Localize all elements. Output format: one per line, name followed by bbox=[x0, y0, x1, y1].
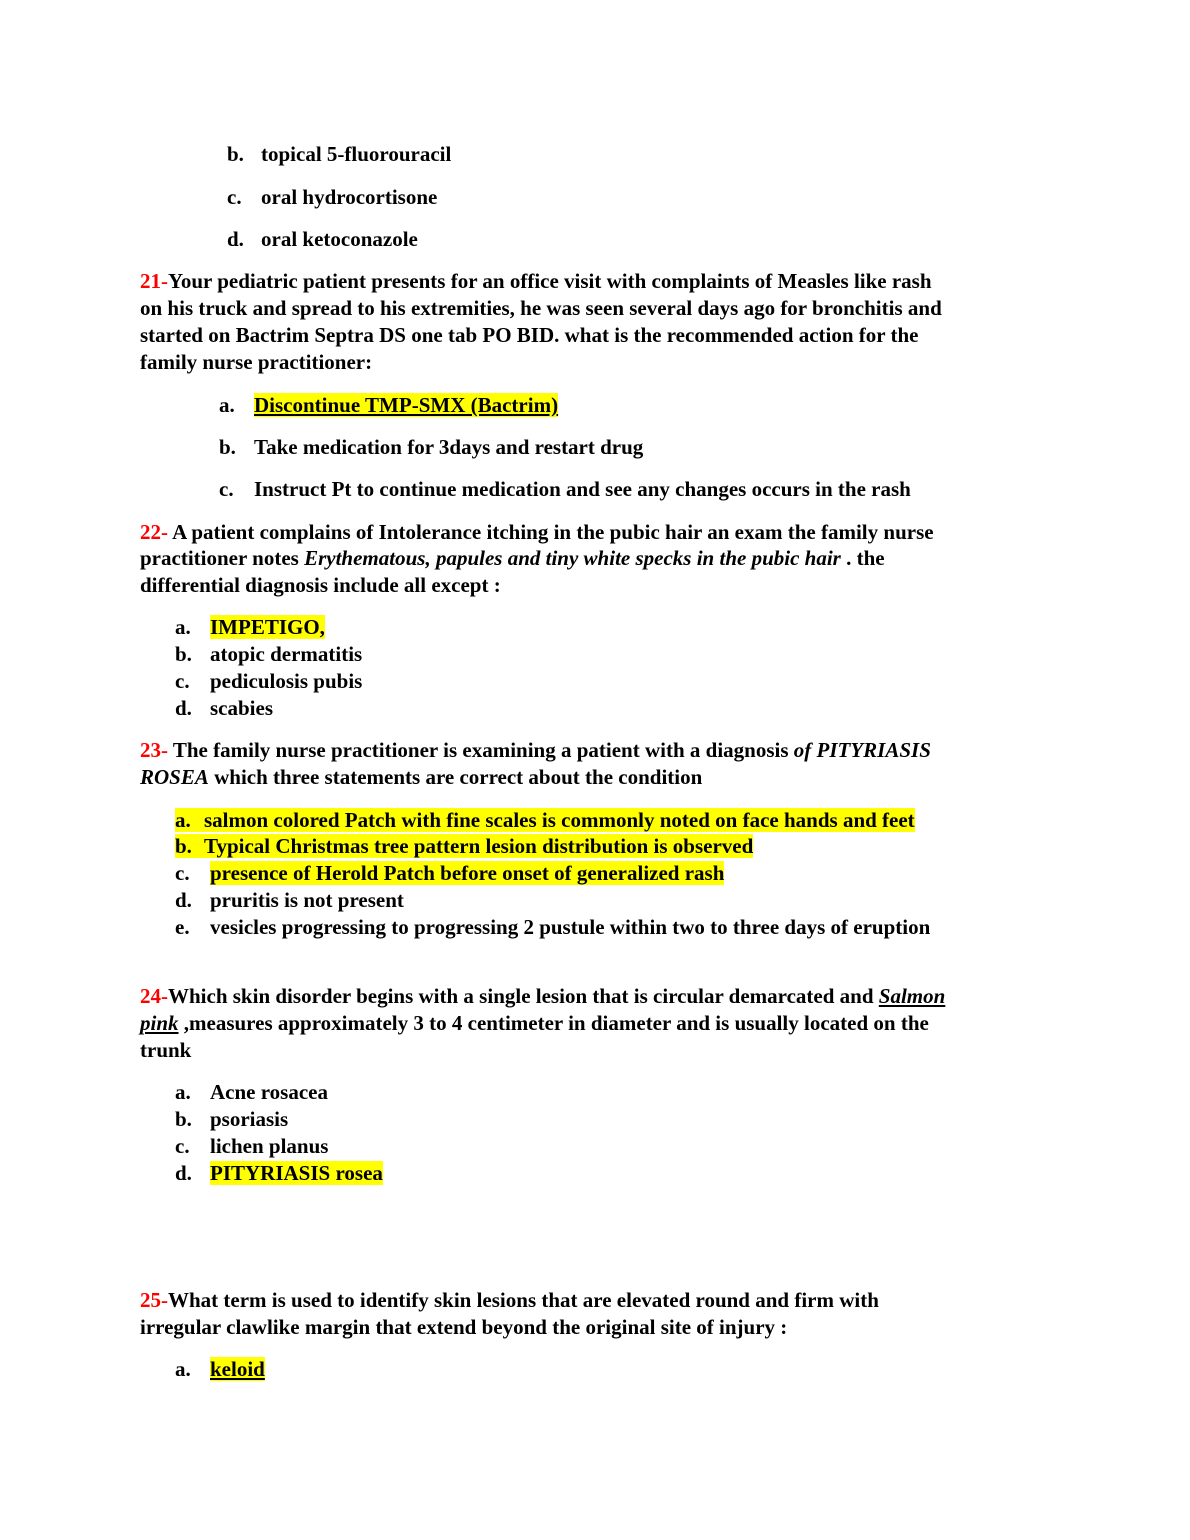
q25-stem-line-1 bbox=[140, 1287, 879, 1313]
option-label: a. bbox=[175, 1357, 191, 1381]
answer-highlight bbox=[175, 808, 915, 832]
option-text-answer: PITYRIASIS rosea bbox=[210, 1161, 383, 1185]
q21-stem-line-4 bbox=[140, 349, 372, 375]
option-text: pruritis is not present bbox=[210, 888, 404, 912]
q23-stem-line-1 bbox=[140, 737, 931, 763]
stem-text: practitioner notes bbox=[140, 546, 305, 570]
q24-stem-line-3 bbox=[140, 1037, 191, 1063]
q21-option-a bbox=[219, 392, 558, 418]
option-text-answer: salmon colored Patch with fine scales is commonly noted on face hands and feet bbox=[204, 808, 915, 832]
question-number: 25- bbox=[140, 1288, 168, 1312]
stem-emphasis-text: Salmon bbox=[878, 984, 946, 1008]
option-label: b. bbox=[175, 642, 192, 666]
option-label: c. bbox=[175, 669, 190, 693]
q22-stem-line-3 bbox=[140, 572, 501, 598]
option-text: oral hydrocortisone bbox=[261, 185, 438, 209]
q22-option-b bbox=[175, 641, 362, 667]
option-label: d. bbox=[175, 1161, 192, 1185]
option-text-answer: Discontinue TMP-SMX (Bactrim) bbox=[254, 393, 559, 417]
option-label: a. bbox=[219, 393, 235, 417]
q25-option-a bbox=[175, 1356, 265, 1382]
q20-option-b bbox=[227, 141, 451, 167]
q24-option-c bbox=[175, 1133, 328, 1159]
option-text-answer: IMPETIGO, bbox=[210, 615, 325, 639]
option-label: d. bbox=[175, 696, 192, 720]
option-label: d. bbox=[227, 227, 244, 251]
option-text: atopic dermatitis bbox=[210, 642, 363, 666]
q22-option-d bbox=[175, 695, 273, 721]
q21-stem-line-2 bbox=[140, 295, 942, 321]
q20-option-d bbox=[227, 226, 418, 252]
q23-stem-line-2 bbox=[140, 764, 702, 790]
stem-text: Which skin disorder begins with a single lesion that is circular demarcated and bbox=[168, 984, 879, 1008]
option-label: b. bbox=[227, 142, 244, 166]
answer-highlight bbox=[175, 834, 753, 858]
option-text: lichen planus bbox=[210, 1134, 329, 1158]
option-label: b. bbox=[219, 435, 236, 459]
option-text: pediculosis pubis bbox=[210, 669, 363, 693]
q23-option-e bbox=[175, 914, 930, 940]
q22-stem-line-2 bbox=[140, 545, 885, 571]
stem-italic-text: ROSEA bbox=[140, 765, 209, 789]
q25-stem-line-2 bbox=[140, 1314, 787, 1340]
question-number: 21- bbox=[140, 269, 168, 293]
option-text: Take medication for 3days and restart drug bbox=[254, 435, 644, 459]
q22-stem-line-1 bbox=[140, 519, 934, 545]
stem-italic-text: of PITYRIASIS bbox=[793, 738, 931, 762]
q23-option-a bbox=[175, 807, 915, 833]
q22-option-c bbox=[175, 668, 362, 694]
stem-emphasis-text: pink bbox=[140, 1011, 179, 1035]
q21-option-c bbox=[219, 476, 911, 502]
q22-option-a bbox=[175, 614, 325, 640]
option-label: c. bbox=[219, 477, 234, 501]
option-label: a. bbox=[175, 615, 191, 639]
option-label: c. bbox=[175, 1134, 190, 1158]
stem-text: A patient complains of Intolerance itching in the pubic hair an exam the family nurse bbox=[168, 520, 934, 544]
option-text: psoriasis bbox=[210, 1107, 289, 1131]
option-label: a. bbox=[175, 808, 191, 832]
option-label: b. bbox=[175, 834, 192, 858]
stem-text: trunk bbox=[140, 1038, 192, 1062]
stem-italic-text: Erythematous, papules and tiny white specks in the pubic hair bbox=[304, 546, 841, 570]
q24-stem-line-1 bbox=[140, 983, 945, 1009]
stem-text: family nurse practitioner: bbox=[140, 350, 373, 374]
q24-stem-line-2 bbox=[140, 1010, 929, 1036]
option-label: b. bbox=[175, 1107, 192, 1131]
option-text: Instruct Pt to continue medication and see any changes occurs in the rash bbox=[254, 477, 911, 501]
q21-stem-line-1 bbox=[140, 268, 932, 294]
option-label: e. bbox=[175, 915, 190, 939]
q21-stem-line-3 bbox=[140, 322, 919, 348]
stem-text: differential diagnosis include all except : bbox=[140, 573, 501, 597]
option-text-answer: keloid bbox=[210, 1357, 265, 1381]
option-text: oral ketoconazole bbox=[261, 227, 418, 251]
q23-option-c bbox=[175, 860, 724, 886]
option-text: scabies bbox=[210, 696, 273, 720]
question-number: 23- bbox=[140, 738, 168, 762]
option-label: c. bbox=[227, 185, 242, 209]
option-text: vesicles progressing to progressing 2 pustule within two to three days of eruption bbox=[210, 915, 931, 939]
option-text-answer: Typical Christmas tree pattern lesion distribution is observed bbox=[204, 834, 754, 858]
stem-text: on his truck and spread to his extremities, he was seen several days ago for bronchitis and bbox=[140, 296, 942, 320]
q24-option-d bbox=[175, 1160, 383, 1186]
option-text: topical 5-fluorouracil bbox=[261, 142, 452, 166]
stem-text: ,measures approximately 3 to 4 centimeter in diameter and is usually located on the bbox=[178, 1011, 929, 1035]
stem-text: The family nurse practitioner is examining a patient with a diagnosis bbox=[168, 738, 794, 762]
q21-option-b bbox=[219, 434, 643, 460]
q24-option-a bbox=[175, 1079, 328, 1105]
stem-text: Your pediatric patient presents for an office visit with complaints of Measles like rash bbox=[168, 269, 932, 293]
stem-text: What term is used to identify skin lesions that are elevated round and firm with bbox=[168, 1288, 879, 1312]
stem-text: . the bbox=[840, 546, 885, 570]
q24-option-b bbox=[175, 1106, 288, 1132]
option-text: Acne rosacea bbox=[210, 1080, 328, 1104]
q23-option-b bbox=[175, 833, 753, 859]
option-text-answer: presence of Herold Patch before onset of generalized rash bbox=[210, 861, 725, 885]
question-number: 22- bbox=[140, 520, 168, 544]
option-label: d. bbox=[175, 888, 192, 912]
stem-text: which three statements are correct about the condition bbox=[208, 765, 703, 789]
q20-option-c bbox=[227, 184, 437, 210]
question-number: 24- bbox=[140, 984, 168, 1008]
stem-text: irregular clawlike margin that extend beyond the original site of injury : bbox=[140, 1315, 788, 1339]
option-label: a. bbox=[175, 1080, 191, 1104]
stem-text: started on Bactrim Septra DS one tab PO BID. what is the recommended action for the bbox=[140, 323, 919, 347]
option-label: c. bbox=[175, 861, 190, 885]
q23-option-d bbox=[175, 887, 404, 913]
